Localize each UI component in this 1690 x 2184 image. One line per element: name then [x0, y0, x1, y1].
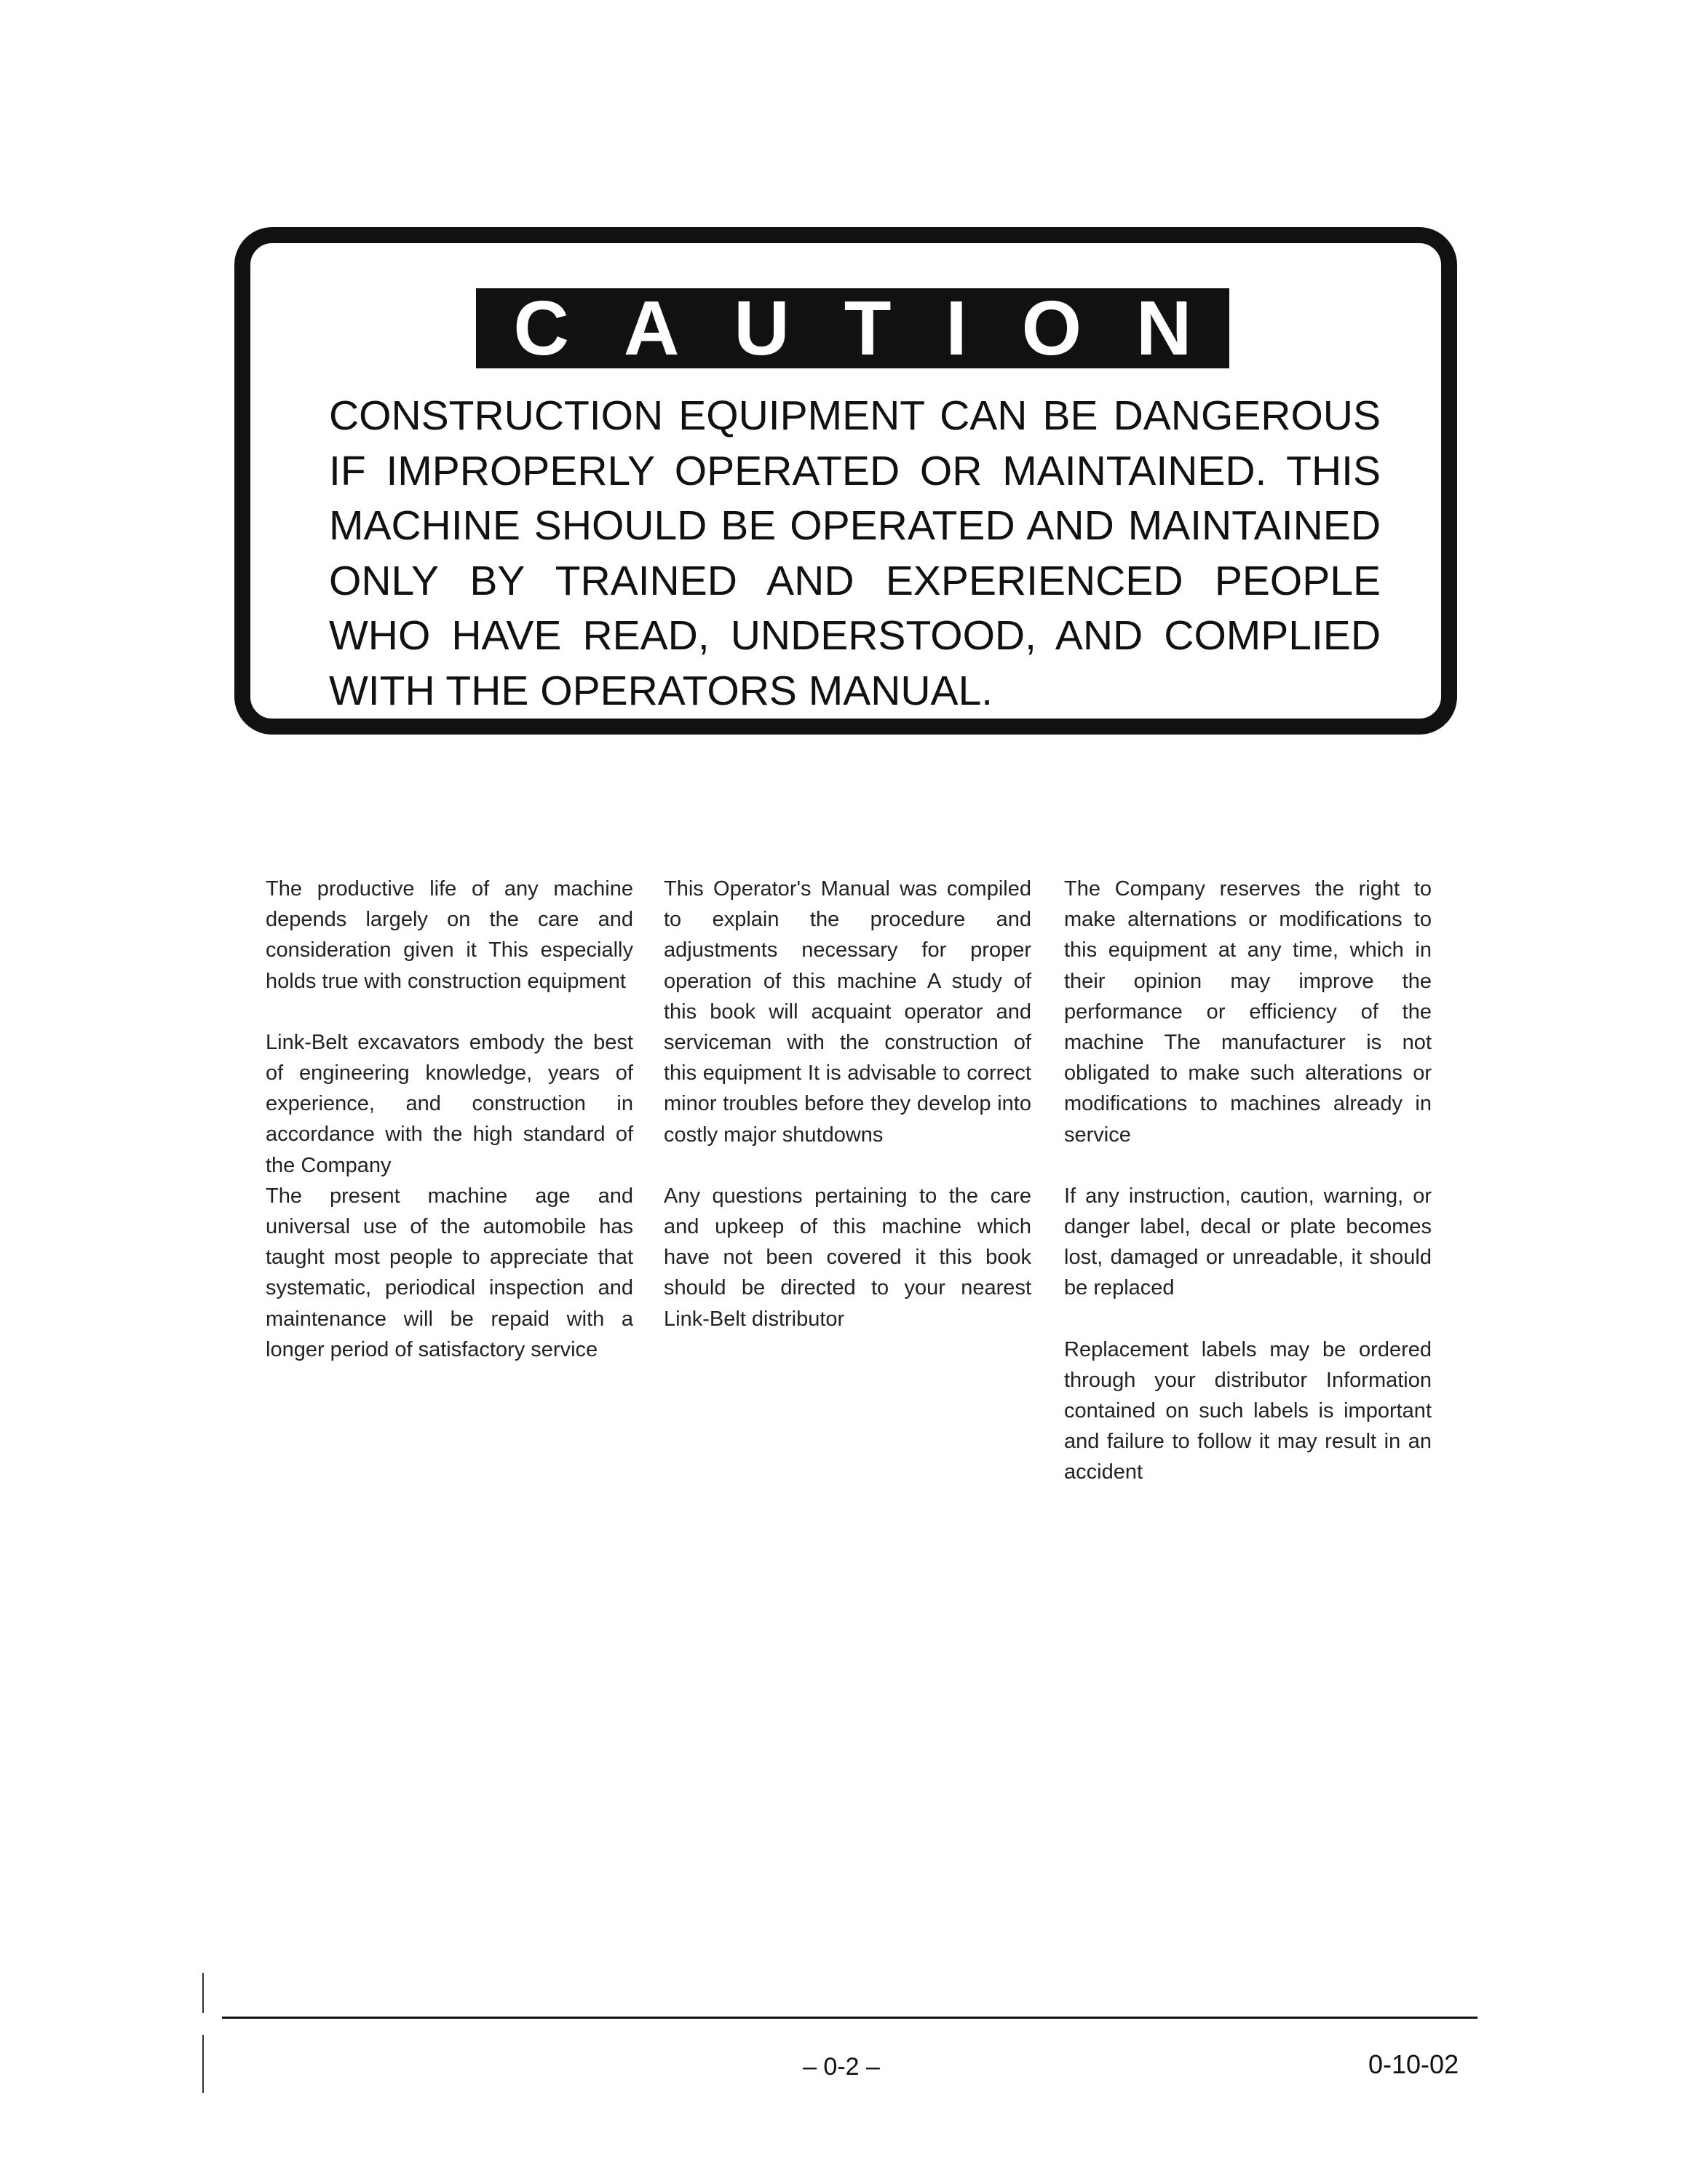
caution-letter: I	[945, 285, 967, 371]
caution-letter: A	[623, 285, 680, 371]
caution-letter: T	[844, 285, 892, 371]
paragraph: Any questions pertaining to the care and upkeep of this machine which have not been covered it this book should be directed to your nearest Link-Belt distributor	[664, 1184, 1031, 1331]
paragraph: The Company reserves the right to make alternations or modifications to this equipment at any time, which in their opinion may improve the performance or efficiency of the machine The manufacturer is not obligated to make such alterations or modifications to machines already in service	[1064, 877, 1432, 1147]
caution-warning-box	[234, 227, 1457, 735]
caution-banner	[476, 285, 1229, 371]
caution-warning-text: CONSTRUCTION EQUIPMENT CAN BE DANGEROUS IF IMPROPERLY OPERATED OR MAINTAINED. THIS MACHINE SHOULD BE OPERATED AND MAINTAINED ONLY BY TRAINED AND EXPERIENCED PEOPLE WHO HAVE READ, UNDERSTOOD, AND COMPLIED WITH THE OPERATORS MANUAL.	[329, 392, 1381, 714]
caution-letter: N	[1135, 285, 1192, 371]
text-column-right	[1064, 874, 1432, 1519]
paragraph: If any instruction, caution, warning, or danger label, decal or plate becomes lost, damaged or unreadable, it should be replaced	[1064, 1184, 1432, 1300]
footer-rule	[222, 2017, 1477, 2019]
paragraph: The present machine age and universal use of the automobile has taught most people to appreciate that systematic, periodical inspection and maintenance will be repaid with a longer period of satisfactory service	[266, 1184, 633, 1361]
caution-letter: O	[1021, 285, 1082, 371]
page-number: – 0-2 –	[803, 2053, 880, 2081]
paragraph: The productive life of any machine depends largely on the care and consideration given it This especially holds true with construction equipment	[266, 877, 633, 993]
text-column-left	[266, 874, 633, 1396]
paragraph: Link-Belt excavators embody the best of engineering knowledge, years of experience, and construction in accordance with the high standard of the Company	[266, 1030, 633, 1177]
document-code: 0-10-02	[1368, 2049, 1459, 2079]
scan-mark	[202, 2035, 204, 2093]
text-column-middle	[664, 874, 1031, 1365]
paragraph: This Operator's Manual was compiled to explain the procedure and adjustments necessary for proper operation of this machine A study of this book will acquaint operator and serviceman with the construction of this equipment It is advisable to correct minor troubles before they develop into costly major shutdowns	[664, 877, 1031, 1147]
paragraph: Replacement labels may be ordered through your distributor Information contained on such labels is important and failure to follow it may result in an accident	[1064, 1337, 1432, 1484]
scan-mark	[202, 1973, 204, 2013]
caution-letter: C	[513, 285, 569, 371]
caution-letter: U	[734, 285, 790, 371]
